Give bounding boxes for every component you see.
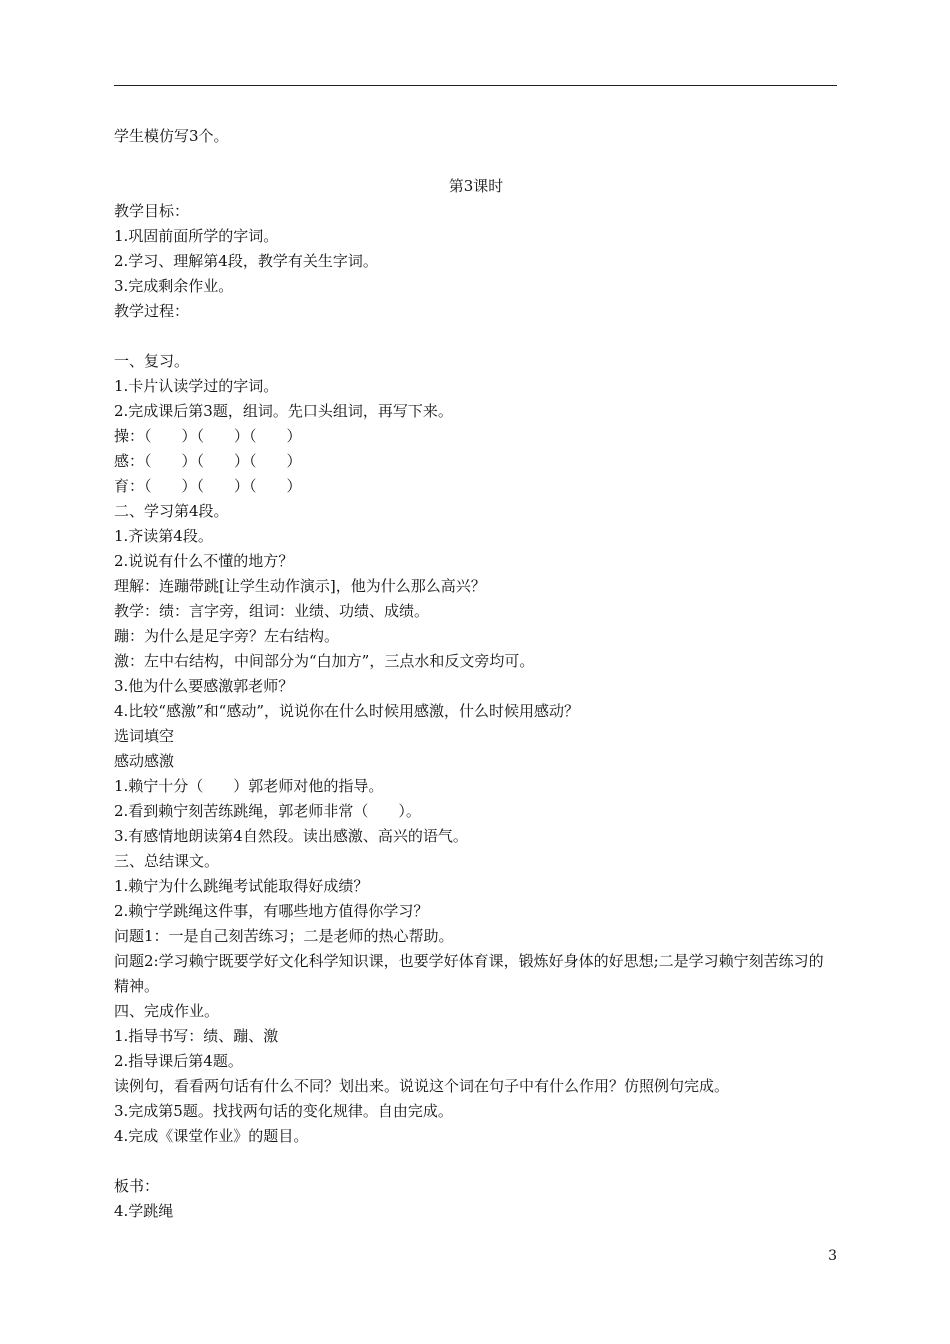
text-line: 四、完成作业。 — [114, 1002, 220, 1020]
text-line: 3.有感情地朗读第4自然段。读出感激、高兴的语气。 — [114, 827, 468, 845]
text-line: 操：（ ）（ ）（ ） — [114, 427, 302, 445]
text-line: 2.学习、理解第4段，教学有关生字词。 — [114, 252, 378, 270]
text-line: 1.赖宁十分（ ）郭老师对他的指导。 — [114, 777, 384, 795]
lesson-title: 第3课时 — [448, 177, 504, 195]
answer-paragraph: 问题2:学习赖宁既要学好文化科学知识课，也要学好体育课，锻炼好身体的好思想;二是学习赖宁刻苦练习的精神。 — [114, 952, 824, 995]
text-line: 感动感激 — [114, 752, 175, 770]
text-line: 1.巩固前面所学的字词。 — [114, 227, 279, 245]
text-line: 2.赖宁学跳绳这件事，有哪些地方值得你学习？ — [114, 902, 429, 920]
text-line: 蹦：为什么是足字旁？左右结构。 — [114, 627, 340, 645]
text-line: 2.完成课后第3题，组词。先口头组词，再写下来。 — [114, 402, 453, 420]
text-line: 2.看到赖宁刻苦练跳绳，郭老师非常（ ）。 — [114, 802, 421, 820]
header-rule — [114, 85, 837, 86]
text-line: 2.指导课后第4题。 — [114, 1052, 243, 1070]
document-body — [114, 124, 838, 1224]
text-line: 二、学习第4段。 — [114, 502, 229, 520]
text-line: 3.他为什么要感激郭老师？ — [114, 677, 294, 695]
text-line: 感：（ ）（ ）（ ） — [114, 452, 302, 470]
text-line: 选词填空 — [114, 727, 175, 745]
text-line: 激：左中右结构，中间部分为“白加方”，三点水和反文旁均可。 — [114, 652, 535, 670]
text-line: 1.指导书写：绩、蹦、激 — [114, 1027, 279, 1045]
text-line: 育：（ ）（ ）（ ） — [114, 477, 302, 495]
text-line: 板书： — [114, 1177, 160, 1195]
spacer — [114, 1149, 838, 1174]
text-line: 教学过程： — [114, 302, 190, 320]
text-line: 问题1：一是自己刻苦练习；二是老师的热心帮助。 — [114, 927, 454, 945]
text-line: 一、复习。 — [114, 352, 190, 370]
text-line: 4.学跳绳 — [114, 1202, 174, 1220]
process-section — [114, 349, 838, 1149]
text-line: 读例句，看看两句话有什么不同？划出来。说说这个词在句子中有什么作用？仿照例句完成。 — [114, 1077, 730, 1095]
text-line: 1.卡片认读学过的字词。 — [114, 377, 279, 395]
page-number: 3 — [828, 1248, 837, 1264]
text-line: 2.说说有什么不懂的地方？ — [114, 552, 294, 570]
spacer — [114, 324, 838, 349]
text-line: 1.赖宁为什么跳绳考试能取得好成绩？ — [114, 877, 369, 895]
spacer — [114, 149, 838, 174]
top-text: 学生模仿写3个。 — [114, 127, 229, 145]
text-line: 教学目标： — [114, 202, 190, 220]
goals-section — [114, 199, 838, 324]
board-section — [114, 1174, 838, 1224]
text-line: 4.完成《课堂作业》的题目。 — [114, 1127, 309, 1145]
text-line: 3.完成剩余作业。 — [114, 277, 234, 295]
text-line: 3.完成第5题。找找两句话的变化规律。自由完成。 — [114, 1102, 453, 1120]
text-line: 教学：绩：言字旁，组词：业绩、功绩、成绩。 — [114, 602, 430, 620]
text-line: 理解：连蹦带跳[让学生动作演示]，他为什么那么高兴？ — [114, 577, 486, 595]
text-line: 三、总结课文。 — [114, 852, 220, 870]
text-line: 4.比较“感激”和“感动”，说说你在什么时候用感激，什么时候用感动？ — [114, 702, 579, 720]
text-line: 1.齐读第4段。 — [114, 527, 213, 545]
